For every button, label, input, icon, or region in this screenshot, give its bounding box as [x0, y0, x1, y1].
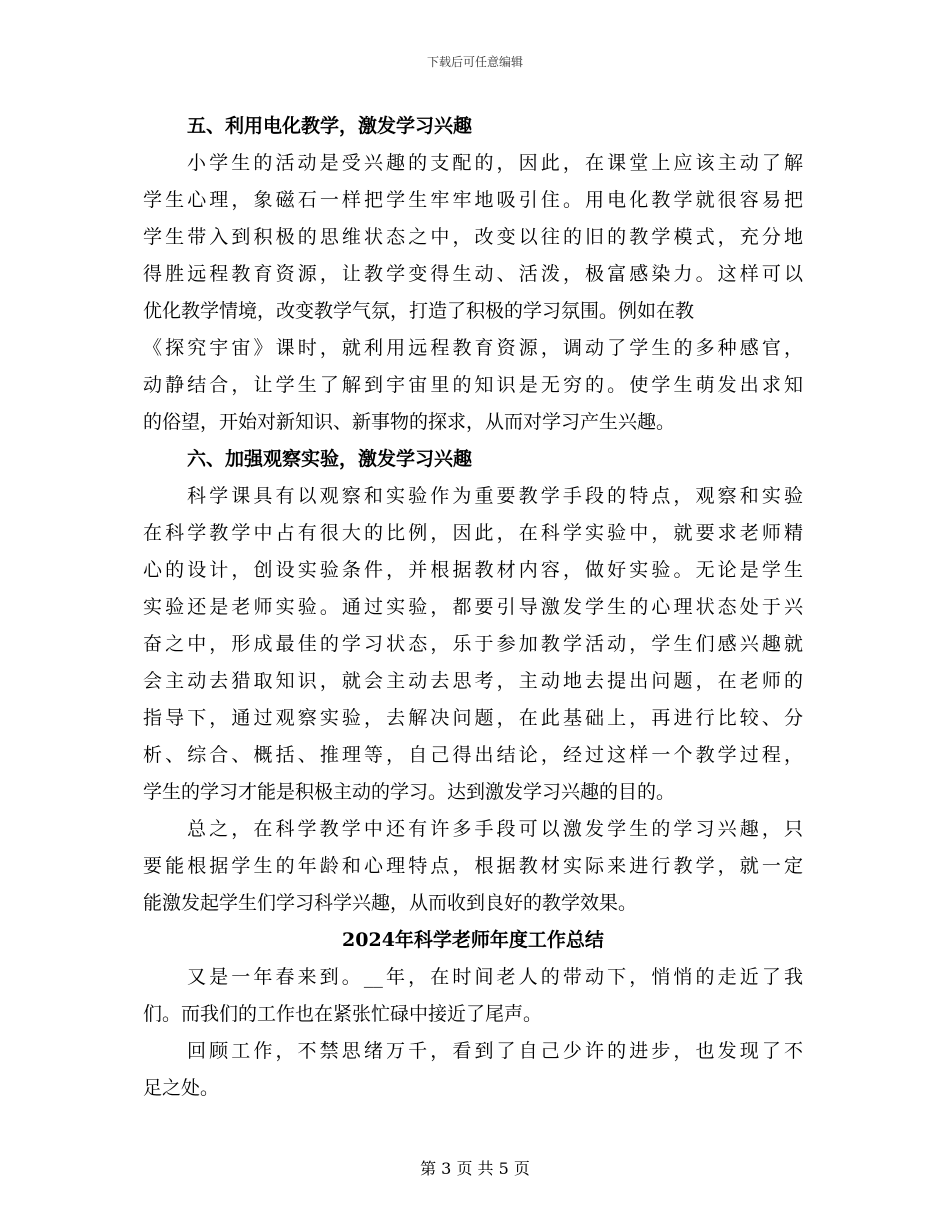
text-line: 得胜远程教育资源，让教学变得生动、活泼，极富感染力。这样可以 [143, 263, 803, 285]
report-paragraph-2 [143, 1033, 803, 1107]
text-line: 总之，在科学教学中还有许多手段可以激发学生的学习兴趣，只 [187, 818, 803, 840]
text-line: 学生带入到积极的思维状态之中，改变以往的旧的教学模式，充分地 [143, 226, 803, 248]
text-line: 指导下，通过观察实验，去解决问题，在此基础上，再进行比较、分 [143, 707, 803, 729]
text-line: 奋之中，形成最佳的学习状态，乐于参加教学活动，学生们感兴趣就 [143, 633, 803, 655]
text-line: 在科学教学中占有很大的比例，因此，在科学实验中，就要求老师精 [143, 522, 803, 544]
page-header-note: 下载后可任意编辑 [426, 55, 523, 69]
text-line: 实验还是老师实验。通过实验，都要引导激发学生的心理状态处于兴 [143, 596, 803, 618]
section-heading-6: 六、加强观察实验，激发学习兴趣 [187, 448, 473, 470]
text-line: 会主动去猎取知识，就会主动去思考，主动地去提出问题，在老师的 [143, 670, 803, 692]
text-line: 能激发起学生们学习科学兴趣，从而收到良好的教学效果。 [143, 892, 638, 914]
text-line: 回顾工作，不禁思绪万千，看到了自己少许的进步，也发现了不 [187, 1040, 803, 1062]
text-line: 要能根据学生的年龄和心理特点，根据教材实际来进行教学，就一定 [143, 855, 803, 877]
report-title: 2024年科学老师年度工作总结 [342, 929, 604, 951]
text-line: 学生心理，象磁石一样把学生牢牢地吸引住。用电化教学就很容易把 [143, 189, 803, 211]
page-number: 第 3 页 共 5 页 [420, 1159, 530, 1178]
text-line: 《探究宇宙》课时，就利用远程教育资源，调动了学生的多种感官， [143, 337, 803, 359]
text-line: 足之处。 [143, 1077, 220, 1099]
text-line: 优化教学情境，改变教学气氛，打造了积极的学习氛围。例如在教 [143, 300, 695, 322]
report-paragraph-1 [143, 959, 803, 1033]
section-5-paragraph [143, 145, 803, 441]
text-line: 科学课具有以观察和实验作为重要教学手段的特点，观察和实验 [187, 485, 803, 507]
text-line: 动静结合，让学生了解到宇宙里的知识是无穷的。使学生萌发出求知 [143, 374, 803, 396]
section-heading-5: 五、利用电化教学，激发学习兴趣 [187, 115, 473, 137]
text-line: 析、综合、概括、推理等，自己得出结论，经过这样一个教学过程， [143, 744, 803, 766]
summary-paragraph [143, 811, 803, 922]
text-line: 的俗望，开始对新知识、新事物的探求，从而对学习产生兴趣。 [143, 411, 676, 433]
text-line: 心的设计，创设实验条件，并根据教材内容，做好实验。无论是学生 [143, 559, 803, 581]
text-line: 小学生的活动是受兴趣的支配的，因此，在课堂上应该主动了解 [187, 152, 803, 174]
document-body [143, 108, 803, 1107]
text-line: 又是一年春来到。__年，在时间老人的带动下，悄悄的走近了我 [187, 966, 803, 988]
text-line: 们。而我们的工作也在紧张忙碌中接近了尾声。 [143, 1003, 543, 1025]
text-line: 学生的学习才能是积极主动的学习。达到激发学习兴趣的目的。 [143, 781, 676, 803]
section-6-paragraph [143, 478, 803, 811]
